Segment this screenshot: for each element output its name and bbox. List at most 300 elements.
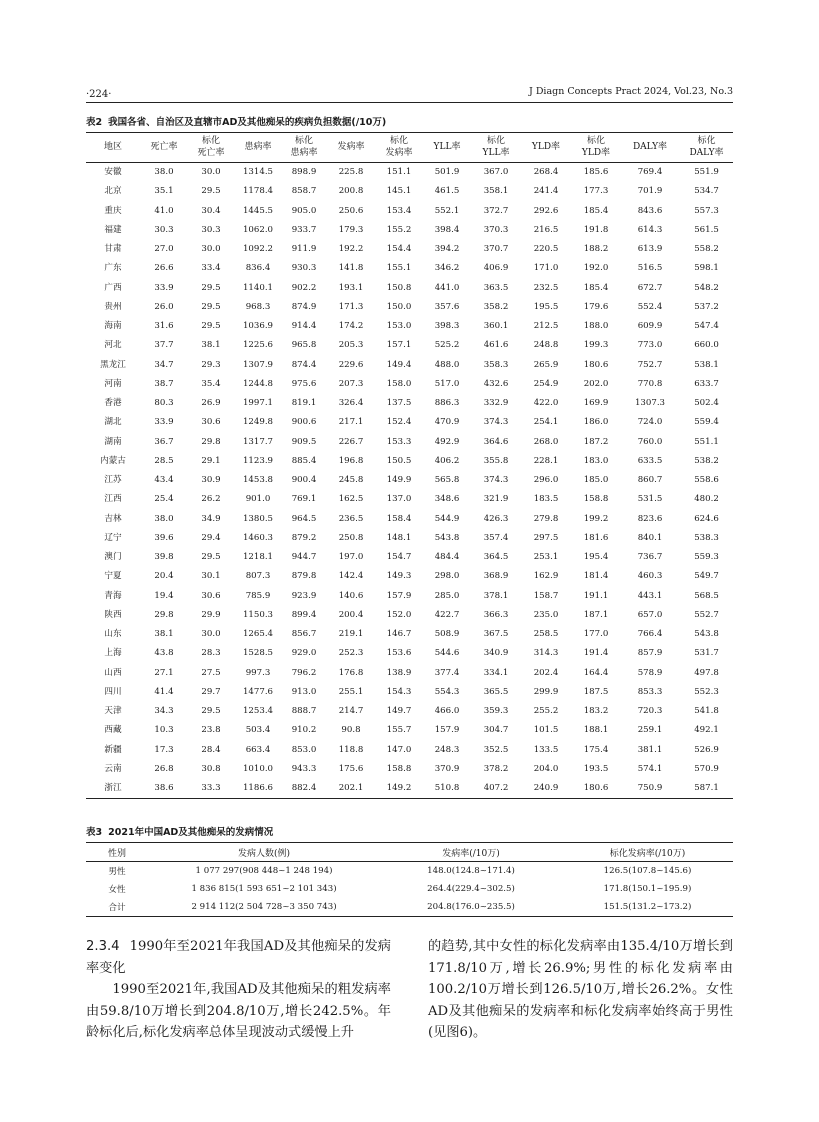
region-cell: 福建 — [104, 224, 122, 235]
value-cell: 900.6 — [291, 417, 317, 428]
table-row — [86, 336, 733, 355]
value-cell: 561.5 — [694, 224, 719, 235]
value-cell: 248.3 — [434, 744, 460, 755]
value-cell: 26.8 — [154, 763, 174, 774]
value-cell: 406.2 — [434, 455, 460, 466]
table-row — [86, 471, 733, 490]
sex-cell: 男性 — [108, 867, 126, 877]
value-cell: 158.8 — [386, 763, 412, 774]
header-line: 标化 — [586, 136, 605, 146]
value-cell: 245.8 — [338, 475, 364, 485]
region-cell: 广东 — [104, 263, 122, 274]
value-cell: 823.6 — [637, 513, 663, 524]
value-cell: 137.0 — [386, 494, 412, 505]
value-cell: 461.5 — [434, 186, 460, 197]
value-cell: 470.9 — [434, 417, 460, 428]
table-row — [86, 644, 733, 663]
value-cell: 558.2 — [694, 244, 719, 254]
value-cell: 857.9 — [637, 648, 663, 659]
value-cell: 158.8 — [583, 494, 609, 505]
value-cell: 153.3 — [386, 436, 412, 447]
value-cell: 29.8 — [201, 436, 221, 447]
value-cell: 367.5 — [483, 629, 509, 639]
value-cell: 377.4 — [434, 667, 460, 678]
value-cell: 185.4 — [583, 205, 609, 216]
value-cell: 352.5 — [483, 744, 509, 755]
table-row — [86, 202, 733, 221]
value-cell: 254.1 — [533, 417, 559, 428]
value-cell: 1997.1 — [242, 398, 274, 408]
value-cell: 149.3 — [386, 571, 412, 582]
value-cell: 1092.2 — [242, 244, 274, 254]
value-cell: 33.3 — [188, 779, 234, 799]
value-cell: 175.6 — [338, 763, 364, 774]
value-cell: 175.4 — [583, 744, 609, 755]
header-line: YLL率 — [482, 148, 510, 158]
value-cell: 27.5 — [201, 667, 221, 678]
value-cell: 769.1 — [291, 494, 317, 505]
value-cell: 366.3 — [483, 609, 509, 620]
header-rule — [86, 102, 733, 103]
region-cell: 湖南 — [104, 436, 122, 447]
value-cell: 346.2 — [434, 263, 460, 274]
value-cell: 559.3 — [694, 552, 719, 562]
region-cell: 贵州 — [104, 301, 122, 312]
value-cell: 137.5 — [386, 398, 412, 408]
table2-column-header — [140, 133, 188, 163]
value-cell: 265.9 — [533, 359, 559, 370]
value-cell: 879.2 — [291, 532, 317, 543]
region-cell: 辽宁 — [104, 532, 122, 543]
value-cell: 38.6 — [140, 779, 188, 799]
region-cell: 海南 — [104, 321, 122, 331]
region-cell: 青海 — [104, 590, 122, 601]
value-cell: 609.9 — [637, 321, 663, 331]
value-cell: 29.5 — [201, 552, 221, 562]
value-cell: 432.6 — [483, 378, 509, 389]
value-cell: 177.3 — [583, 186, 609, 197]
table3-body — [86, 862, 733, 917]
value-cell: 30.0 — [201, 629, 221, 639]
value-cell: 660.0 — [694, 340, 719, 351]
value-cell: 364.6 — [483, 436, 509, 447]
value-cell: 1307.3 — [634, 398, 666, 408]
value-cell: 187.1 — [583, 609, 609, 620]
value-cell: 154.3 — [386, 686, 412, 697]
value-cell: 141.8 — [338, 263, 364, 274]
value-cell: 370.7 — [483, 244, 509, 254]
value-cell: 28.5 — [154, 455, 174, 466]
header-line: 标化 — [294, 136, 313, 146]
table3-title: 2021年中国AD及其他痴呆的发病情况 — [108, 827, 274, 838]
value-cell: 551.9 — [694, 167, 719, 177]
value-cell: 226.7 — [338, 436, 364, 447]
value-cell: 30.0 — [201, 167, 221, 177]
value-cell: 1477.6 — [242, 686, 274, 697]
value-cell: 28.4 — [201, 744, 221, 755]
value-cell: 334.1 — [483, 667, 509, 678]
value-cell: 565.8 — [434, 475, 460, 485]
value-cell: 101.5 — [533, 725, 559, 736]
value-cell: 268.0 — [533, 436, 559, 447]
table-row — [86, 221, 733, 240]
value-cell: 29.7 — [201, 686, 221, 697]
value-cell: 30.3 — [154, 224, 174, 235]
value-cell: 25.4 — [154, 494, 174, 505]
table-row — [86, 182, 733, 201]
value-cell: 279.8 — [533, 513, 559, 524]
value-cell: 133.5 — [533, 744, 559, 755]
value-cell: 905.0 — [291, 205, 317, 216]
value-cell: 568.5 — [694, 590, 719, 601]
value-cell: 914.4 — [291, 321, 317, 331]
value-cell: 633.5 — [637, 455, 663, 466]
value-cell: 202.4 — [533, 667, 559, 678]
value-cell: 212.5 — [533, 321, 559, 331]
value-cell: 1249.8 — [242, 417, 274, 428]
value-cell: 155.7 — [386, 725, 412, 736]
table2-column-header — [472, 133, 520, 163]
text-column-left — [86, 936, 391, 1044]
value-cell: 149.9 — [386, 475, 412, 485]
value-cell: 219.1 — [338, 629, 364, 639]
value-cell: 179.3 — [338, 224, 364, 235]
value-cell: 538.3 — [694, 532, 719, 543]
value-cell: 365.5 — [483, 686, 509, 697]
value-cell: 181.4 — [583, 571, 609, 582]
value-cell: 488.0 — [434, 359, 460, 370]
value-cell: 152.0 — [386, 609, 412, 620]
value-cell: 358.3 — [483, 359, 509, 370]
value-cell: 549.7 — [694, 571, 719, 582]
region-cell: 上海 — [104, 648, 122, 659]
value-cell: 598.1 — [694, 263, 719, 274]
value-cell: 299.9 — [533, 686, 559, 697]
value-cell: 407.2 — [472, 779, 520, 799]
value-cell: 38.0 — [154, 167, 174, 177]
value-cell: 158.4 — [386, 513, 412, 524]
value-cell: 874.9 — [291, 301, 317, 312]
table-row — [86, 606, 733, 625]
header-line: YLL率 — [433, 142, 461, 152]
value-cell: 30.3 — [201, 224, 221, 235]
table-row — [86, 394, 733, 413]
value-cell: 538.1 — [694, 359, 719, 370]
value-cell: 23.8 — [201, 725, 221, 736]
value-cell: 250.6 — [338, 205, 364, 216]
table2-disease-burden — [86, 132, 733, 799]
value-cell: 17.3 — [154, 744, 174, 755]
value-cell: 192.2 — [338, 244, 364, 254]
value-cell: 185.0 — [583, 475, 609, 485]
table-row — [86, 898, 733, 917]
value-cell: 508.9 — [434, 629, 460, 639]
value-cell: 843.6 — [637, 205, 663, 216]
value-cell: 314.3 — [533, 648, 559, 659]
value-cell: 398.4 — [434, 224, 460, 235]
value-cell: 149.7 — [386, 706, 412, 716]
value-cell: 997.3 — [245, 667, 271, 678]
value-cell: 944.7 — [291, 552, 317, 562]
value-cell: 28.3 — [201, 648, 221, 659]
value-cell: 29.5 — [201, 186, 221, 197]
value-cell: 292.6 — [533, 205, 559, 216]
table-row — [86, 721, 733, 740]
value-cell: 364.5 — [483, 552, 509, 562]
value-cell: 370.3 — [483, 224, 509, 235]
header-line: 患病率 — [290, 148, 318, 158]
value-cell: 1253.4 — [242, 706, 274, 716]
value-cell: 241.4 — [533, 186, 559, 197]
value-cell: 1453.8 — [242, 475, 274, 485]
table2-column-header — [188, 133, 234, 163]
value-cell: 254.9 — [533, 378, 559, 389]
table-row — [86, 587, 733, 606]
value-cell: 177.0 — [583, 629, 609, 639]
value-cell: 964.5 — [291, 513, 317, 524]
value-cell: 1460.3 — [242, 532, 274, 543]
sex-cell: 女性 — [108, 885, 126, 895]
value-cell: 501.9 — [434, 167, 460, 177]
value-cell: 158.0 — [386, 378, 412, 389]
region-cell: 宁夏 — [104, 571, 122, 582]
table-row — [86, 664, 733, 683]
value-cell: 154.7 — [386, 552, 412, 562]
value-cell: 357.6 — [434, 301, 460, 312]
table-row — [86, 356, 733, 375]
value-cell: 33.4 — [201, 263, 221, 274]
value-cell: 214.7 — [338, 706, 364, 716]
value-cell: 155.1 — [386, 263, 412, 274]
value-cell: 171.0 — [533, 263, 559, 274]
value-cell: 200.4 — [338, 609, 364, 620]
value-cell: 570.9 — [694, 763, 719, 774]
value-cell: 1225.6 — [242, 340, 274, 351]
table2-column-header — [572, 133, 620, 163]
value-cell: 30.8 — [201, 763, 221, 774]
value-cell: 1123.9 — [242, 455, 274, 466]
value-cell: 460.3 — [637, 571, 663, 582]
value-cell: 202.0 — [583, 378, 609, 389]
value-cell: 43.4 — [154, 475, 174, 485]
header-line: 标化 — [201, 136, 220, 146]
value-cell: 195.4 — [583, 552, 609, 562]
value-cell: 27.0 — [154, 244, 174, 254]
value-cell: 394.2 — [434, 244, 460, 254]
value-cell: 191.4 — [583, 648, 609, 659]
value-cell: 516.5 — [637, 263, 663, 274]
table-row — [86, 413, 733, 432]
value-cell: 574.1 — [637, 763, 663, 774]
value-cell: 149.4 — [386, 359, 412, 370]
value-cell: 2 914 112(2 504 728~3 350 743) — [148, 898, 380, 917]
value-cell: 202.1 — [326, 779, 376, 799]
value-cell: 537.2 — [694, 301, 719, 312]
header-line: 发病率 — [337, 142, 365, 152]
value-cell: 554.3 — [434, 686, 460, 697]
value-cell: 38.1 — [201, 340, 221, 351]
value-cell: 1218.1 — [242, 552, 274, 562]
value-cell: 853.3 — [637, 686, 663, 697]
value-cell: 913.0 — [291, 686, 317, 697]
value-cell: 552.7 — [694, 609, 719, 620]
value-cell: 543.8 — [694, 629, 719, 639]
value-cell: 531.7 — [694, 648, 719, 659]
value-cell: 229.6 — [338, 359, 364, 370]
value-cell: 484.4 — [434, 552, 460, 562]
value-cell: 33.9 — [154, 282, 174, 293]
value-cell: 368.9 — [483, 571, 509, 582]
value-cell: 614.3 — [637, 224, 663, 235]
value-cell: 30.4 — [201, 205, 221, 216]
value-cell: 259.1 — [637, 725, 663, 736]
value-cell: 360.1 — [483, 321, 509, 331]
value-cell: 558.6 — [694, 475, 719, 485]
value-cell: 162.9 — [533, 571, 559, 582]
value-cell: 968.3 — [245, 301, 271, 312]
value-cell: 543.8 — [434, 532, 460, 543]
region-cell: 湖北 — [104, 417, 122, 428]
value-cell: 304.7 — [483, 725, 509, 736]
value-cell: 663.4 — [245, 744, 271, 755]
value-cell: 196.8 — [338, 455, 364, 466]
value-cell: 204.0 — [533, 763, 559, 774]
value-cell: 207.3 — [338, 378, 364, 389]
value-cell: 466.0 — [434, 706, 460, 716]
value-cell: 142.4 — [338, 571, 364, 582]
value-cell: 34.3 — [154, 706, 174, 716]
value-cell: 193.1 — [338, 282, 364, 293]
region-cell: 河南 — [104, 378, 122, 389]
value-cell: 965.8 — [291, 340, 317, 351]
value-cell: 422.0 — [533, 398, 559, 408]
value-cell: 886.3 — [434, 398, 460, 408]
value-cell: 297.5 — [533, 532, 559, 543]
header-line: 患病率 — [244, 142, 272, 152]
value-cell: 770.8 — [637, 378, 663, 389]
value-cell: 1150.3 — [242, 609, 274, 620]
value-cell: 552.3 — [694, 686, 719, 697]
value-cell: 37.7 — [154, 340, 174, 351]
value-cell: 923.9 — [291, 590, 317, 601]
value-cell: 195.5 — [533, 301, 559, 312]
value-cell: 441.0 — [434, 282, 460, 293]
value-cell: 174.2 — [338, 321, 364, 331]
table-row — [86, 683, 733, 702]
value-cell: 541.8 — [694, 706, 719, 716]
value-cell: 552.1 — [434, 205, 460, 216]
value-cell: 164.4 — [583, 667, 609, 678]
table2-column-header — [326, 133, 376, 163]
value-cell: 204.8(176.0~235.5) — [380, 898, 562, 917]
value-cell: 43.8 — [154, 648, 174, 659]
value-cell: 155.2 — [386, 224, 412, 235]
value-cell: 836.4 — [245, 263, 271, 274]
value-cell: 26.9 — [201, 398, 221, 408]
value-cell: 359.3 — [483, 706, 509, 716]
value-cell: 909.5 — [291, 436, 317, 447]
value-cell: 140.6 — [338, 590, 364, 601]
header-line: 死亡率 — [150, 142, 178, 152]
header-line: 标化 — [389, 136, 408, 146]
table2-caption — [86, 114, 386, 128]
region-cell: 山西 — [104, 667, 122, 678]
value-cell: 38.0 — [154, 513, 174, 524]
page-number: ·224· — [86, 89, 112, 100]
value-cell: 1 077 297(908 448~1 248 194) — [195, 866, 333, 876]
value-cell: 943.3 — [291, 763, 317, 774]
value-cell: 10.3 — [154, 725, 174, 736]
value-cell: 199.2 — [583, 513, 609, 524]
table-row — [86, 259, 733, 278]
region-cell: 四川 — [104, 686, 122, 697]
table-row — [86, 490, 733, 509]
header-line: 发病率 — [385, 148, 413, 158]
region-cell: 西藏 — [104, 725, 122, 736]
region-cell: 山东 — [104, 629, 122, 639]
value-cell: 544.6 — [434, 648, 460, 659]
value-cell: 547.4 — [694, 321, 719, 331]
table2-column-header — [86, 133, 140, 163]
table-row — [86, 240, 733, 259]
value-cell: 187.2 — [583, 436, 609, 447]
header-line: DALY率 — [632, 142, 668, 152]
body-paragraph-left: 1990至2021年,我国AD及其他痴呆的粗发病率由59.8/10万增长到204.8/10万,增长242.5%。年龄标化后,标化发病率总体呈现波动式缓慢上升 — [86, 982, 391, 1040]
value-cell: 933.7 — [291, 224, 317, 235]
value-cell: 902.2 — [291, 282, 317, 293]
value-cell: 1445.5 — [242, 205, 274, 216]
value-cell: 192.0 — [583, 263, 609, 274]
value-cell: 406.9 — [483, 263, 509, 274]
table2-title: 我国各省、自治区及直辖市AD及其他痴呆的疾病负担数据(/10万) — [108, 117, 387, 128]
value-cell: 29.5 — [201, 301, 221, 312]
value-cell: 240.9 — [520, 779, 572, 799]
region-cell: 北京 — [104, 186, 122, 197]
value-cell: 461.6 — [483, 340, 509, 351]
value-cell: 1244.8 — [242, 378, 274, 389]
value-cell: 544.9 — [434, 513, 460, 524]
value-cell: 548.2 — [694, 282, 719, 293]
value-cell: 179.6 — [583, 301, 609, 312]
value-cell: 1265.4 — [242, 629, 274, 639]
value-cell: 35.1 — [154, 186, 174, 197]
value-cell: 587.1 — [680, 779, 733, 799]
value-cell: 183.5 — [533, 494, 559, 505]
value-cell: 882.4 — [282, 779, 326, 799]
table3-header-row — [86, 843, 733, 862]
value-cell: 1140.1 — [242, 282, 274, 293]
value-cell: 378.2 — [483, 763, 509, 774]
value-cell: 29.1 — [201, 455, 221, 466]
value-cell: 1307.9 — [242, 359, 274, 370]
value-cell: 492.1 — [694, 725, 719, 736]
region-cell: 重庆 — [104, 205, 122, 216]
table2-column-header — [282, 133, 326, 163]
value-cell: 807.3 — [245, 571, 271, 582]
value-cell: 30.6 — [201, 417, 221, 428]
region-cell: 江西 — [104, 494, 122, 505]
value-cell: 930.3 — [291, 263, 317, 274]
header-line: 标化 — [697, 136, 716, 146]
table3-column-header: 标化发病率(/10万) — [562, 843, 733, 862]
value-cell: 193.5 — [583, 763, 609, 774]
value-cell: 552.4 — [637, 301, 663, 312]
value-cell: 191.8 — [583, 224, 609, 235]
value-cell: 153.6 — [386, 648, 412, 659]
value-cell: 910.2 — [291, 725, 317, 736]
value-cell: 879.8 — [291, 571, 317, 582]
value-cell: 39.8 — [154, 552, 174, 562]
